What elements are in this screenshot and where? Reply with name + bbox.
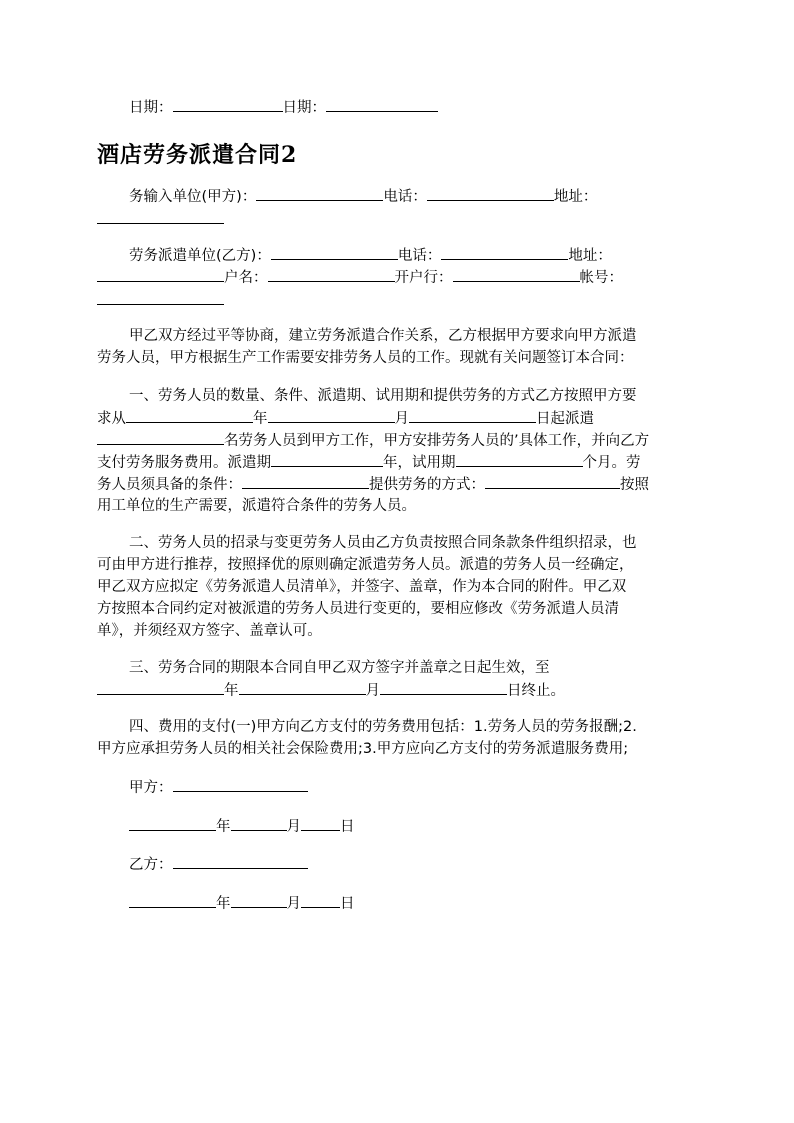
date-label: 日期： bbox=[129, 100, 173, 116]
text: 日 bbox=[340, 896, 355, 912]
end-month-blank[interactable] bbox=[239, 679, 366, 695]
clause2-line: 单》，并须经双方签字、盖章认可。 bbox=[97, 623, 322, 639]
party-b-account-line bbox=[97, 266, 707, 289]
party-b-unit-blank[interactable] bbox=[271, 244, 398, 260]
party-b-signature bbox=[129, 853, 739, 876]
text: 年，试用期 bbox=[383, 455, 456, 471]
text: 名劳务人员到甲方工作，甲方安排劳务人员的’具体工作，并向乙方 bbox=[224, 433, 650, 449]
party-a-unit-blank[interactable] bbox=[256, 185, 383, 201]
party-a-phone-label: 电话： bbox=[383, 189, 427, 205]
account-no-line bbox=[97, 289, 707, 312]
party-b-signature-blank[interactable] bbox=[173, 853, 308, 869]
end-day-blank[interactable] bbox=[380, 679, 507, 695]
account-no-label: 帐号： bbox=[579, 270, 623, 286]
clause1-line bbox=[97, 429, 707, 452]
clause1-line bbox=[97, 451, 707, 474]
party-a-unit-label: 务输入单位(甲方)： bbox=[129, 189, 257, 205]
account-no-blank[interactable] bbox=[97, 289, 224, 305]
text: 支付劳务服务费用。派遣期 bbox=[97, 455, 271, 471]
party-a-address-line bbox=[97, 208, 707, 231]
party-a-signature bbox=[129, 776, 739, 799]
text: 年 bbox=[224, 683, 239, 699]
bank-label: 开户行： bbox=[394, 270, 453, 286]
probation-blank[interactable] bbox=[456, 451, 583, 467]
start-day-blank[interactable] bbox=[409, 407, 536, 423]
worker-count-blank[interactable] bbox=[97, 429, 224, 445]
party-a-phone-blank[interactable] bbox=[427, 185, 554, 201]
text: 按照 bbox=[620, 477, 649, 493]
party-a-address-blank[interactable] bbox=[97, 208, 224, 224]
clause2-line: 二、劳务人员的招录与变更劳务人员由乙方负责按照合同条款条件组织招录，也 bbox=[129, 535, 637, 551]
year-blank[interactable] bbox=[129, 892, 216, 908]
service-method-blank[interactable] bbox=[485, 473, 620, 489]
text: 年 bbox=[253, 411, 268, 427]
party-b-address-label: 地址： bbox=[568, 248, 612, 264]
party-b-date bbox=[129, 892, 739, 915]
party-b-unit-label: 劳务派遣单位(乙方)： bbox=[129, 248, 271, 264]
date-blank[interactable] bbox=[173, 96, 283, 112]
text: 年 bbox=[216, 896, 231, 912]
day-blank[interactable] bbox=[301, 815, 340, 831]
text: 日起派遣 bbox=[536, 411, 594, 427]
party-b-phone-label: 电话： bbox=[397, 248, 442, 264]
clause1-line: 用工单位的生产需要，派遣符合条件的劳务人员。 bbox=[97, 498, 416, 514]
year-blank[interactable] bbox=[129, 815, 216, 831]
account-name-blank[interactable] bbox=[268, 266, 395, 282]
clause3-line: 三、劳务合同的期限本合同自甲乙双方签字并盖章之日起生效，至 bbox=[129, 660, 550, 676]
bank-blank[interactable] bbox=[453, 266, 580, 282]
clause1-line bbox=[97, 407, 707, 430]
text: 月 bbox=[365, 683, 380, 699]
text: 月 bbox=[394, 411, 409, 427]
clause4-line: 四、费用的支付(一)甲方向乙方支付的劳务费用包括：1.劳务人员的劳务报酬;2. bbox=[129, 719, 637, 735]
party-b-signature-label: 乙方： bbox=[129, 857, 173, 873]
party-a-date bbox=[129, 815, 739, 838]
party-a-signature-label: 甲方： bbox=[129, 780, 173, 796]
text: 求从 bbox=[97, 411, 126, 427]
text: 个月。劳 bbox=[582, 455, 641, 471]
date-line bbox=[129, 96, 739, 119]
party-a-info bbox=[129, 185, 739, 208]
clause2-line: 可由甲方进行推荐，按照择优的原则确定派遣劳务人员。派遣的劳务人员一经确定， bbox=[97, 557, 634, 573]
start-month-blank[interactable] bbox=[268, 407, 395, 423]
date-blank[interactable] bbox=[326, 96, 438, 112]
day-blank[interactable] bbox=[301, 892, 340, 908]
intro-line: 劳务人员，甲方根据生产工作需要安排劳务人员的工作。现就有关问题签订本合同： bbox=[97, 350, 634, 366]
party-b-phone-blank[interactable] bbox=[441, 244, 568, 260]
document-title: 酒店劳务派遣合同2 bbox=[97, 142, 298, 168]
party-a-signature-blank[interactable] bbox=[173, 776, 308, 792]
intro-line: 甲乙双方经过平等协商，建立劳务派遣合作关系，乙方根据甲方要求向甲方派遣 bbox=[129, 328, 637, 344]
start-year-blank[interactable] bbox=[126, 407, 253, 423]
text: 日 bbox=[340, 819, 355, 835]
month-blank[interactable] bbox=[231, 815, 287, 831]
text: 月 bbox=[286, 896, 301, 912]
clause4-line: 甲方应承担劳务人员的相关社会保险费用;3.甲方应向乙方支付的劳务派遣服务费用; bbox=[97, 741, 629, 757]
text: 务人员须具备的条件： bbox=[97, 477, 242, 493]
clause1-line: 一、劳务人员的数量、条件、派遣期、试用期和提供劳务的方式乙方按照甲方要 bbox=[129, 388, 637, 404]
party-b-info bbox=[129, 244, 739, 267]
party-b-address-blank[interactable] bbox=[97, 266, 224, 282]
dispatch-period-blank[interactable] bbox=[271, 451, 383, 467]
month-blank[interactable] bbox=[231, 892, 287, 908]
text: 月 bbox=[286, 819, 301, 835]
end-year-blank[interactable] bbox=[97, 679, 224, 695]
account-name-label: 户名： bbox=[224, 270, 268, 286]
text: 提供劳务的方式： bbox=[369, 477, 485, 493]
date-label: 日期： bbox=[282, 100, 326, 116]
clause3-line bbox=[97, 679, 707, 702]
party-a-address-label: 地址： bbox=[553, 189, 598, 205]
clause1-line bbox=[97, 473, 707, 496]
clause2-line: 甲乙双方应拟定《劳务派遣人员清单》，并签字、盖章，作为本合同的附件。甲乙双 bbox=[97, 579, 627, 595]
text: 年 bbox=[216, 819, 231, 835]
clause2-line: 方按照本合同约定对被派遣的劳务人员进行变更的，要相应修改《劳务派遣人员清 bbox=[97, 601, 619, 617]
conditions-blank[interactable] bbox=[242, 473, 369, 489]
text: 日终止。 bbox=[507, 683, 565, 699]
